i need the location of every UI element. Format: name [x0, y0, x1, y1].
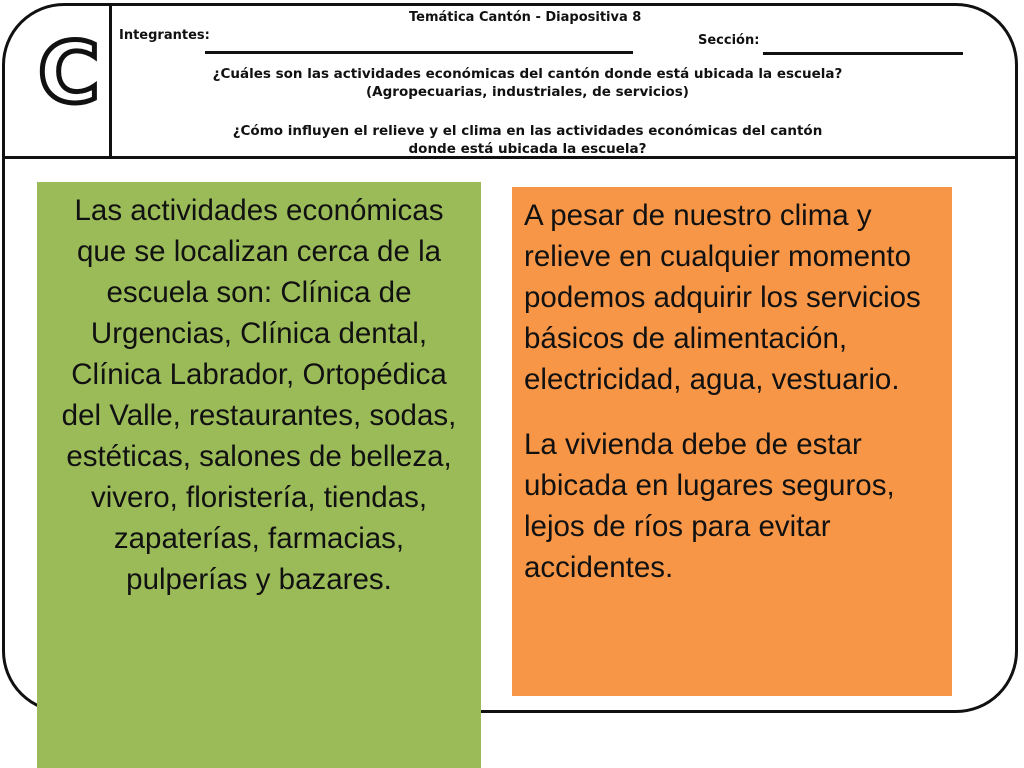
slide-title: Temática Cantón - Diapositiva 8	[409, 10, 642, 25]
logo-letter: C	[38, 24, 100, 122]
question-2	[140, 122, 915, 158]
orange-paragraph-2: La vivienda debe de estar ubicada en lugares seguros, lejos de ríos para evitar accidentes.	[524, 428, 895, 584]
question-1-line-2: (Agropecuarias, industriales, de servicios)	[366, 84, 689, 100]
question-2-line-1: ¿Cómo influyen el relieve y el clima en las actividades económicas del cantón	[232, 123, 823, 139]
question-2-line-2: donde está ubicada la escuela?	[408, 141, 647, 157]
integrantes-label: Integrantes:	[119, 28, 210, 43]
question-1-line-1: ¿Cuáles son las actividades económicas del cantón donde está ubicada la escuela?	[212, 66, 843, 82]
integrantes-blank-line	[205, 51, 633, 54]
seccion-blank-line	[763, 52, 963, 55]
orange-paragraph-1: A pesar de nuestro clima y relieve en cualquier momento podemos adquirir los servicios básicos de alimentación, electricidad, agua, vestuario.	[524, 199, 921, 396]
seccion-label: Sección:	[698, 33, 760, 48]
question-1	[140, 65, 915, 101]
orange-answer-text	[524, 195, 944, 588]
green-answer-text: Las actividades económicas que se localizan cerca de la escuela son: Clínica de Urgencias, Clínica dental, Clínica Labrador, Ortopédica del Valle, restaurantes, sodas, estéticas, salones de belleza, vivero, floristería, tiendas, zapaterías, farmacias, pulperías y bazares.	[61, 194, 457, 596]
logo-divider	[109, 3, 112, 157]
